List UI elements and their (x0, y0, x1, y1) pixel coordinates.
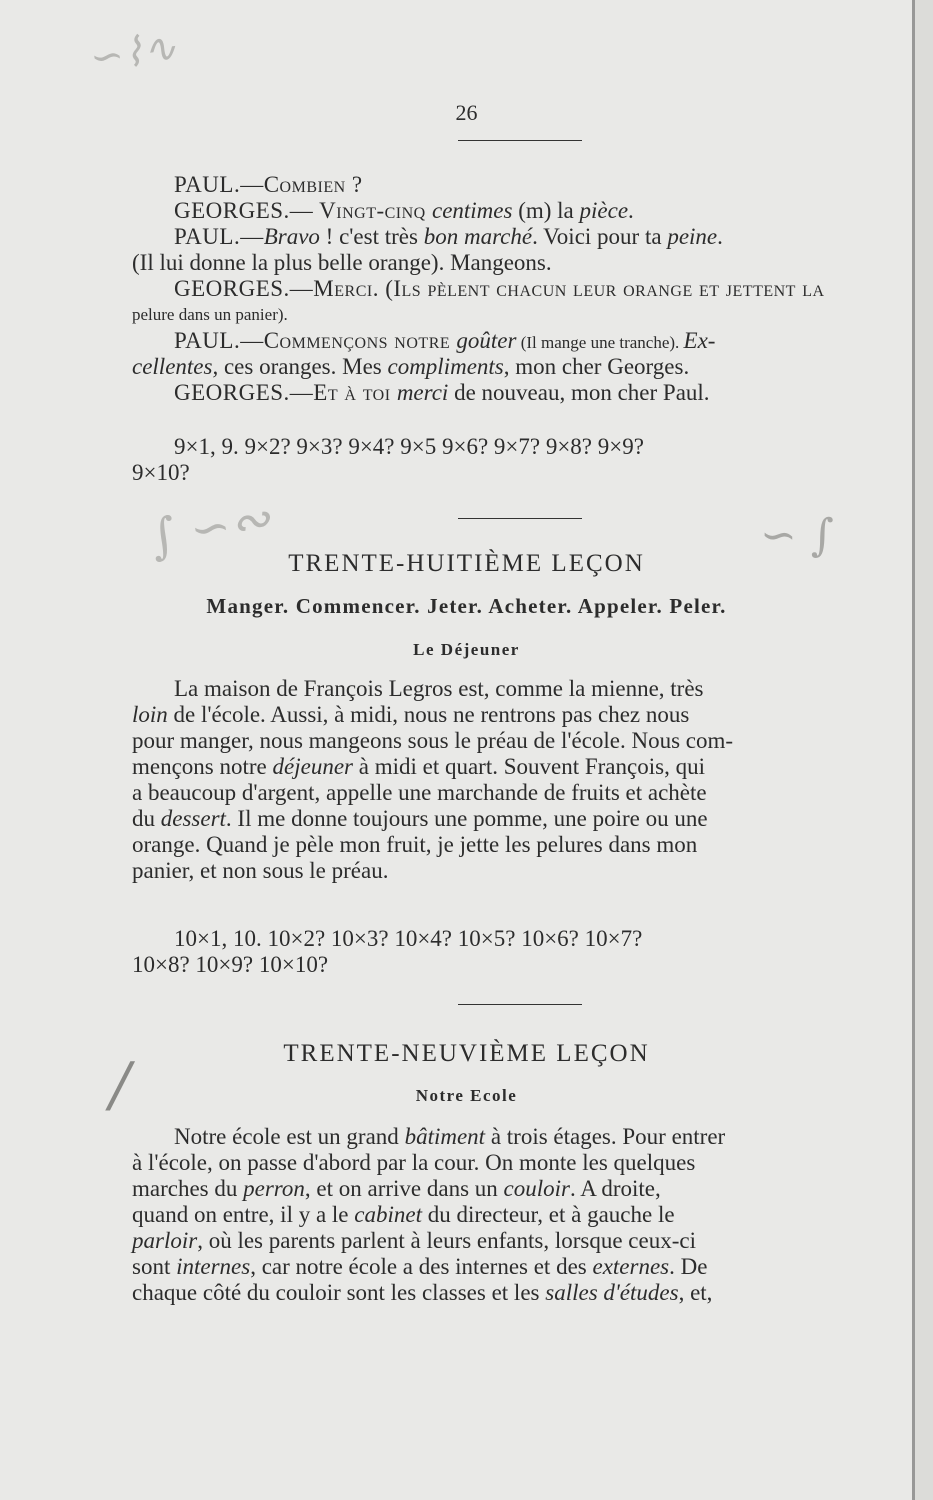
multiplication-table-9 (132, 434, 904, 486)
text-line: 9×10? (132, 460, 190, 485)
text-line: pelure dans un panier). (132, 305, 288, 324)
text-line: GEORGES.—Merci. (Ils pèlent chacun leur orange et jettent la (174, 276, 825, 301)
text-line: GEORGES.—Et à toi merci de nouveau, mon cher Paul. (174, 380, 710, 405)
text-line: à l'école, on passe d'abord par la cour. On monte les quelques (132, 1150, 696, 1175)
text-line: a beaucoup d'argent, appelle une marchande de fruits et achète (132, 780, 707, 805)
text-line: (Il lui donne la plus belle orange). Mangeons. (132, 250, 552, 275)
section-rule (458, 518, 582, 519)
text-line: 9×1, 9. 9×2? 9×3? 9×4? 9×5 9×6? 9×7? 9×8? 9×9? (174, 434, 644, 459)
text-line: cellentes, ces oranges. Mes compliments, mon cher Georges. (132, 354, 690, 379)
text-line: 10×8? 10×9? 10×10? (132, 952, 329, 977)
text-line: PAUL.—Commençons notre goûter (Il mange une tranche). Ex- (174, 328, 716, 353)
dialogue (132, 172, 904, 406)
text-line: pour manger, nous mangeons sous le préau de l'école. Nous com- (132, 728, 734, 753)
text-line: parloir, où les parents parlent à leurs enfants, lorsque ceux-ci (132, 1228, 696, 1253)
text-line: marches du perron, et on arrive dans un couloir. A droite, (132, 1176, 661, 1201)
text-line: PAUL.—Bravo ! c'est très bon marché. Voici pour ta peine. (174, 224, 723, 249)
text-line: du dessert. Il me donne toujours une pomme, une poire ou une (132, 806, 708, 831)
page-number: 26 (455, 100, 478, 125)
pencil-scribble: ∫ ∽∾ (146, 489, 275, 567)
text-line: quand on entre, il y a le cabinet du directeur, et à gauche le (132, 1202, 675, 1227)
header-rule (458, 140, 582, 141)
lesson-verbs: Manger. Commencer. Jeter. Acheter. Appeler. Peler. (206, 594, 727, 618)
pencil-scribble: ∽⌇∿ (87, 24, 180, 82)
section-rule (458, 1004, 582, 1005)
pencil-scribble: ∽ ∫ (760, 510, 834, 561)
text-line: chaque côté du couloir sont les classes et les salles d'études, et, (132, 1280, 713, 1305)
text-line: sont internes, car notre école a des internes et des externes. De (132, 1254, 708, 1279)
text-line: panier, et non sous le préau. (132, 858, 389, 883)
lesson-text (132, 1124, 904, 1306)
text-line: mençons notre déjeuner à midi et quart. Souvent François, qui (132, 754, 705, 779)
lesson-text (132, 676, 904, 884)
text-line: orange. Quand je pèle mon fruit, je jette les pelures dans mon (132, 832, 698, 857)
pencil-stroke: / (110, 1050, 131, 1120)
text-line: 10×1, 10. 10×2? 10×3? 10×4? 10×5? 10×6? 10×7? (174, 926, 643, 951)
text-line: PAUL.—Combien ? (174, 172, 363, 197)
lesson-title: TRENTE-HUITIÈME LEÇON (288, 550, 645, 577)
multiplication-table-10 (132, 926, 904, 978)
text-line: GEORGES.— Vingt-cinq centimes (m) la pièce. (174, 198, 634, 223)
text-line: Notre école est un grand bâtiment à trois étages. Pour entrer (174, 1124, 726, 1149)
lesson-title: TRENTE-NEUVIÈME LEÇON (283, 1040, 650, 1067)
text-line: loin de l'école. Aussi, à midi, nous ne rentrons pas chez nous (132, 702, 690, 727)
page-edge-shadow (912, 0, 915, 1500)
page-edge (915, 0, 933, 1500)
text-line: La maison de François Legros est, comme la mienne, très (174, 676, 704, 701)
lesson-subtitle: Le Déjeuner (413, 640, 520, 659)
lesson-subtitle: Notre Ecole (415, 1086, 518, 1105)
